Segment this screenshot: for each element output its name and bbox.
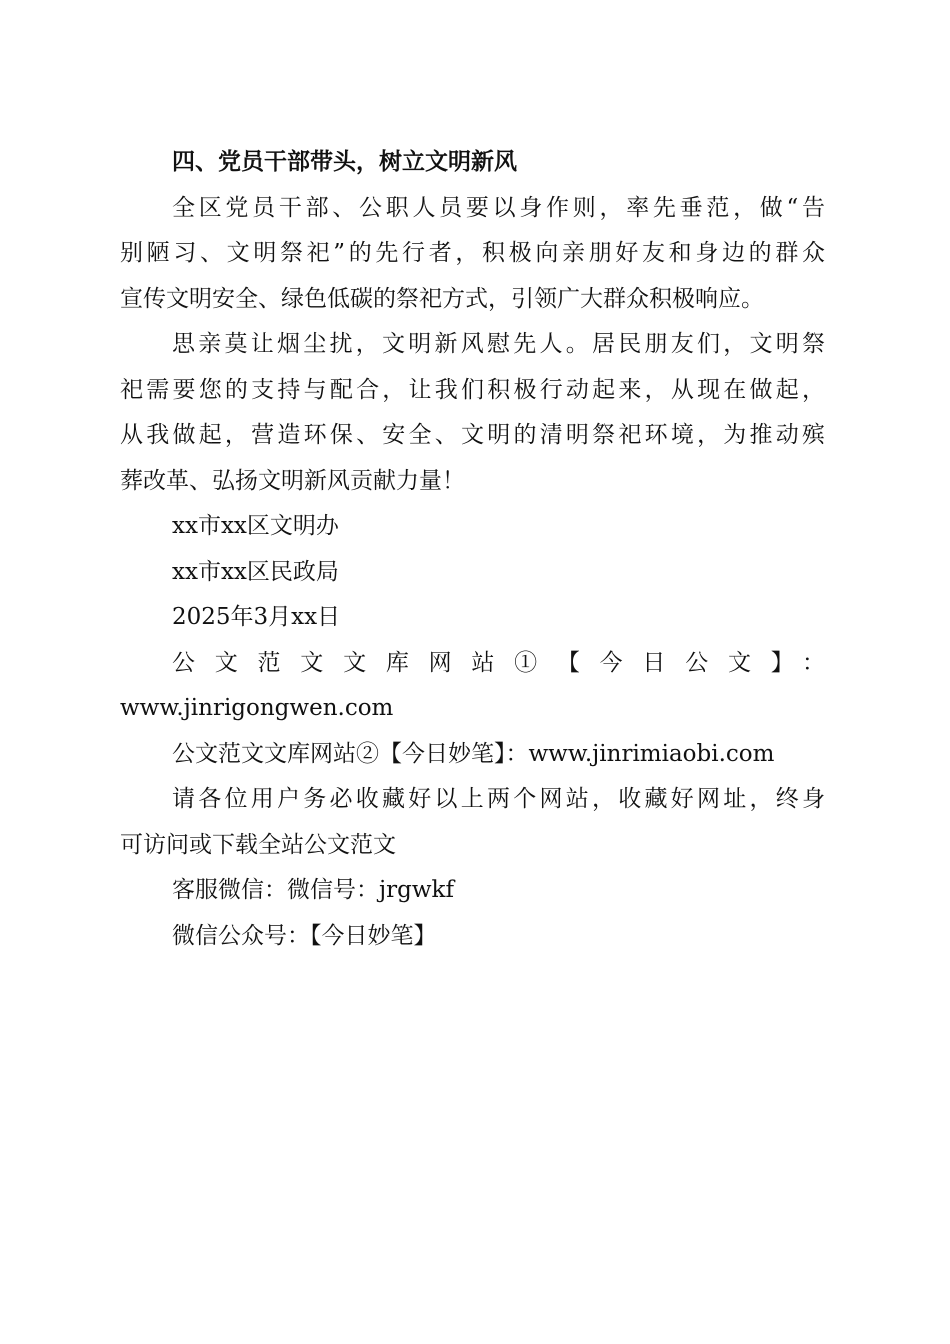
wechat-official-account: 微信公众号：【今日妙笔】 — [172, 922, 437, 949]
section-heading: 四、党员干部带头，树立文明新风 — [172, 149, 517, 175]
paragraph-closing-appeal — [120, 322, 825, 504]
footer-notice — [120, 641, 825, 960]
paragraph-line: 别陋习、文明祭祀”的先行者，积极向亲朋好友和身边的群众 — [120, 240, 825, 266]
customer-service-wechat: 客服微信：微信号：jrgwkf — [172, 877, 454, 903]
paragraph-party-members — [120, 186, 825, 323]
paragraph-line: 葬改革、弘扬文明新风贡献力量！ — [120, 467, 465, 494]
paragraph-line: 思亲莫让烟尘扰，文明新风慰先人。居民朋友们，文明祭 — [172, 331, 825, 357]
paragraph-line: 从我做起，营造环保、安全、文明的清明祭祀环境，为推动殡 — [120, 422, 825, 448]
website-one-label: 公文范文文库网站①【今日公文】： — [172, 649, 825, 676]
website-two: 公文范文文库网站②【今日妙笔】：www.jinrimiaobi.com — [172, 740, 775, 767]
paragraph-line: 祀需要您的支持与配合，让我们积极行动起来，从现在做起， — [120, 376, 825, 403]
signature-block — [120, 504, 825, 641]
signature-org-civilization-office: xx市xx区文明办 — [172, 513, 339, 539]
document-body — [120, 140, 825, 959]
paragraph-line: 全区党员干部、公职人员要以身作则，率先垂范，做“告 — [172, 194, 825, 221]
signature-date: 2025年3月xx日 — [172, 604, 341, 630]
paragraph-line: 宣传文明安全、绿色低碳的祭祀方式，引领广大群众积极响应。 — [120, 285, 764, 312]
website-one-url: www.jinrigongwen.com — [120, 695, 394, 721]
signature-org-civil-affairs-bureau: xx市xx区民政局 — [172, 558, 339, 585]
bookmark-notice-line: 请各位用户务必收藏好以上两个网站，收藏好网址，终身 — [172, 786, 825, 812]
bookmark-notice-line: 可访问或下载全站公文范文 — [120, 831, 396, 858]
